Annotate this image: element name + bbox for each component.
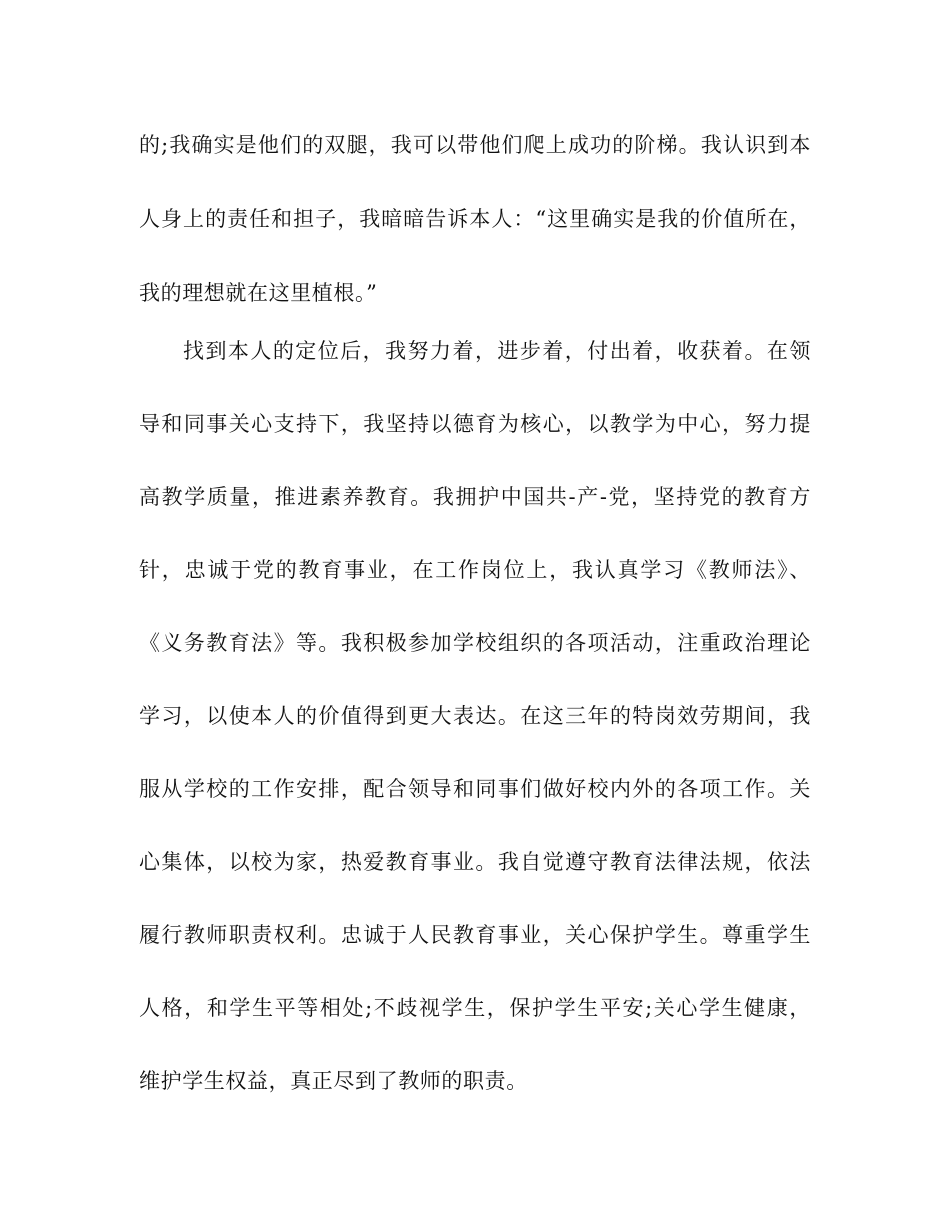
- text-line-11: 心集体，以校为家，热爱教育事业。我自觉遵守教育法律法规，依法: [139, 850, 811, 874]
- text-line-1: 的;我确实是他们的双腿，我可以带他们爬上成功的阶梯。我认识到本: [139, 133, 811, 157]
- text-line-9: 学习，以使本人的价值得到更大表达。在这三年的特岗效劳期间，我: [139, 704, 811, 728]
- text-line-2: 人身上的责任和担子，我暗暗告诉本人：“这里确实是我的价值所在，: [139, 207, 811, 231]
- text-line-5: 导和同事关心支持下，我坚持以德育为核心，以教学为中心，努力提: [139, 412, 811, 436]
- text-line-8: 《义务教育法》等。我积极参加学校组织的各项活动，注重政治理论: [139, 631, 811, 655]
- text-line-7: 针，忠诚于党的教育事业，在工作岗位上，我认真学习《教师法》、: [139, 558, 811, 582]
- text-line-14: 维护学生权益，真正尽到了教师的职责。: [139, 1069, 528, 1093]
- text-line-12: 履行教师职责权利。忠诚于人民教育事业，关心保护学生。尊重学生: [139, 923, 811, 947]
- text-line-10: 服从学校的工作安排，配合领导和同事们做好校内外的各项工作。关: [139, 777, 811, 801]
- text-line-3: 我的理想就在这里植根。”: [139, 281, 378, 305]
- text-line-4: 找到本人的定位后，我努力着，进步着，付出着，收获着。在领: [183, 339, 811, 363]
- text-line-6: 高教学质量，推进素养教育。我拥护中国共-产-党，坚持党的教育方: [139, 485, 811, 509]
- text-line-13: 人格，和学生平等相处;不歧视学生，保护学生平安;关心学生健康，: [139, 996, 811, 1020]
